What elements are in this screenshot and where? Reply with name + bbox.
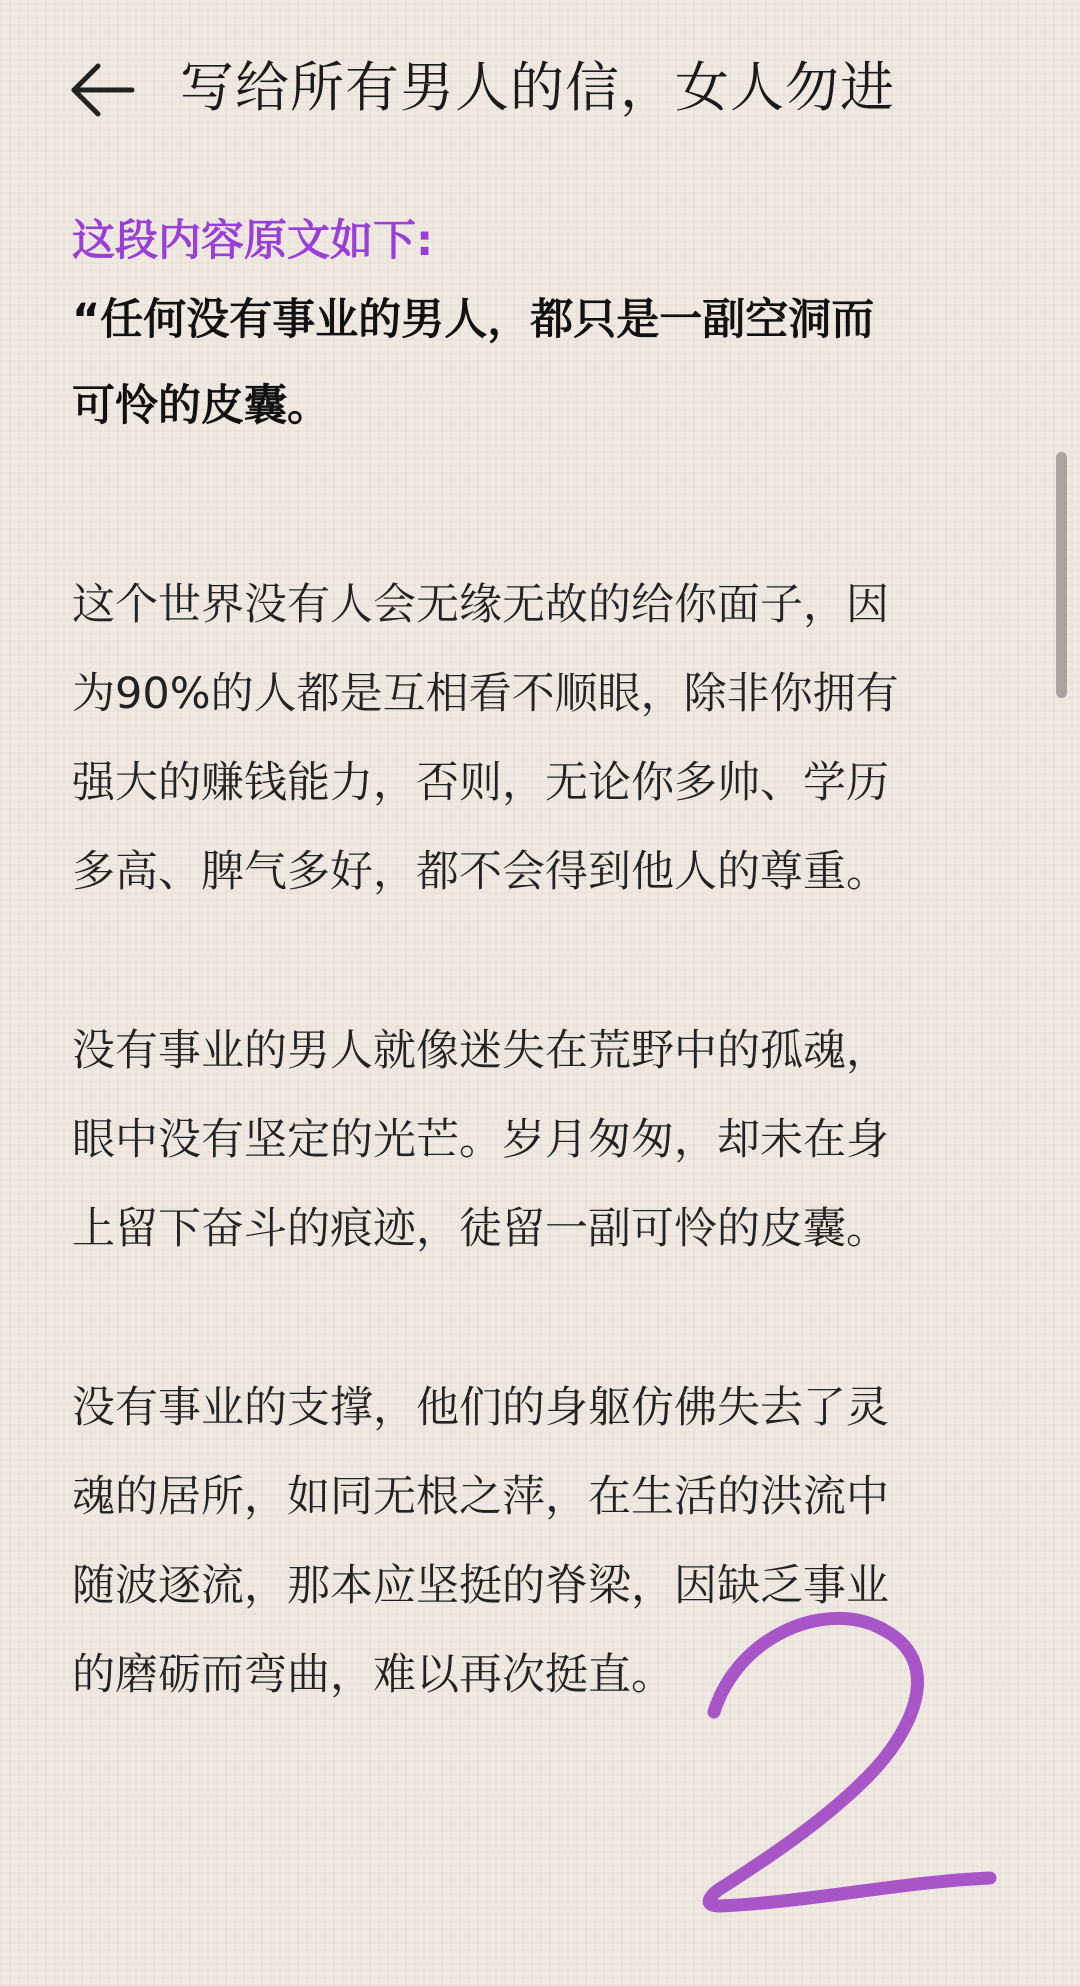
quote-line: 可怜的皮囊。 <box>72 381 330 431</box>
paragraph-line: 强大的赚钱能力，否则，无论你多帅、学历 <box>72 758 889 808</box>
top-bar <box>0 40 1080 140</box>
back-button[interactable] <box>68 50 148 130</box>
scrollbar-thumb[interactable] <box>1056 452 1067 698</box>
paragraph-line: 眼中没有坚定的光芒。岁月匆匆，却未在身 <box>72 1115 889 1165</box>
arrow-left-icon <box>68 50 148 130</box>
quote-line: “任何没有事业的男人，都只是一副空洞而 <box>72 295 875 345</box>
paragraph-line: 为90%的人都是互相看不顺眼，除非你拥有 <box>72 669 899 719</box>
paragraph-line: 随波逐流，那本应坚挺的脊梁，因缺乏事业 <box>72 1561 889 1611</box>
paragraph-line: 没有事业的男人就像迷失在荒野中的孤魂， <box>72 1026 889 1076</box>
paragraph-line: 魂的居所，如同无根之萍，在生活的洪流中 <box>72 1472 889 1522</box>
paragraph-line: 这个世界没有人会无缘无故的给你面子，因 <box>72 580 889 630</box>
quote-block <box>72 277 992 449</box>
paragraph-line: 上留下奋斗的痕迹，徒留一副可怜的皮囊。 <box>72 1204 889 1254</box>
paragraph-line: 多高、脾气多好，都不会得到他人的尊重。 <box>72 847 889 897</box>
paragraph-1 <box>72 561 992 917</box>
page-title: 写给所有男人的信，女人勿进 <box>180 56 895 119</box>
paragraph-2 <box>72 1007 992 1274</box>
article-body <box>72 205 992 1720</box>
intro-label: 这段内容原文如下: <box>72 216 434 266</box>
paragraph-line: 没有事业的支撑，他们的身躯仿佛失去了灵 <box>72 1383 889 1433</box>
paragraph-line: 的磨砺而弯曲，难以再次挺直。 <box>72 1650 674 1700</box>
handwritten-number-two <box>690 1590 1010 1920</box>
